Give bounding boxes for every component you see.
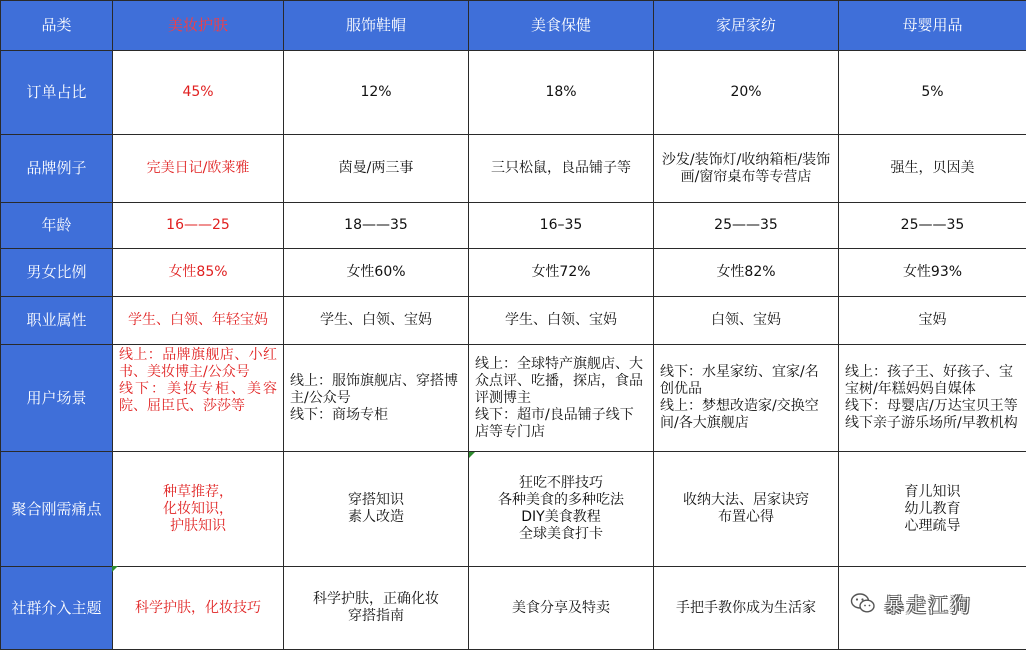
row-age [1,203,1026,249]
table-cell: 手把手教你成为生活家 [654,567,839,650]
header-home: 家居家纺 [654,1,839,51]
table-cell: 线上：全球特产旗舰店、大众点评、吃播，探店，食品评测博主 线下：超市/良品铺子线下店等专门店 [469,345,654,452]
table-cell: 宝妈 [839,297,1026,345]
table-cell: 学生、白领、宝妈 [284,297,469,345]
row-label: 年龄 [1,203,113,249]
wechat-icon [850,592,876,614]
comment-marker [469,452,475,458]
table-cell: 线下：水星家纺、宜家/名创优品 线上：梦想改造家/交换空间/各大旗舰店 [654,345,839,452]
table-cell: 16——25 [113,203,284,249]
row-label: 聚合刚需痛点 [1,452,113,567]
table-cell: 16–35 [469,203,654,249]
row-label: 男女比例 [1,249,113,297]
header-food: 美食保健 [469,1,654,51]
table-cell: 5% [839,51,1026,135]
table-cell: 线上：孩子王、好孩子、宝宝树/年糕妈妈自媒体 线下：母婴店/万达宝贝王等线下亲子游乐场所/早教机构 [839,345,1026,452]
table-cell: 种草推荐， 化妆知识， 护肤知识 [113,452,284,567]
table-cell: 25——35 [654,203,839,249]
table-cell: 线上：品牌旗舰店、小红书、美妆博主/公众号 线下：美妆专柜、美容院、屈臣氏、莎莎等 [113,345,284,452]
table-cell: 12% [284,51,469,135]
header-beauty: 美妆护肤 [113,1,284,51]
row-brand-examples [1,135,1026,203]
table-cell: 科学护肤，化妆技巧 [113,567,284,650]
row-label: 品牌例子 [1,135,113,203]
table-cell: 18% [469,51,654,135]
table-cell: 20% [654,51,839,135]
row-occupation [1,297,1026,345]
row-pain-points [1,452,1026,567]
table-cell: 收纳大法、居家诀窍 布置心得 [654,452,839,567]
row-label: 用户场景 [1,345,113,452]
table-cell: 白领、宝妈 [654,297,839,345]
table-cell: 女性93% [839,249,1026,297]
table-cell: 线上：服饰旗舰店、穿搭博主/公众号 线下：商场专柜 [284,345,469,452]
table-cell: 18——35 [284,203,469,249]
row-label: 订单占比 [1,51,113,135]
table-cell: 女性72% [469,249,654,297]
comment-marker [112,566,118,572]
row-label: 社群介入主题 [1,567,113,650]
header-row [1,1,1026,51]
table-cell: 完美日记/欧莱雅 [113,135,284,203]
table-cell: 育儿知识 幼儿教育 心理疏导 [839,452,1026,567]
table-cell: 美食分享及特卖 [469,567,654,650]
watermark-text: 暴走江狗 [884,589,972,618]
watermark [850,590,972,616]
table-cell: 茵曼/两三事 [284,135,469,203]
header-baby: 母婴用品 [839,1,1026,51]
table-cell: 狂吃不胖技巧 各种美食的多种吃法 DIY美食教程 全球美食打卡 [469,452,654,567]
table-cell: 科学护肤，正确化妆 穿搭指南 [284,567,469,650]
header-apparel: 服饰鞋帽 [284,1,469,51]
header-category: 品类 [1,1,113,51]
table-cell: 学生、白领、宝妈 [469,297,654,345]
table-cell: 女性85% [113,249,284,297]
table-cell: 25——35 [839,203,1026,249]
table-cell: 学生、白领、年轻宝妈 [113,297,284,345]
table-cell: 女性82% [654,249,839,297]
row-label: 职业属性 [1,297,113,345]
table-cell: 沙发/装饰灯/收纳箱柜/装饰画/窗帘桌布等专营店 [654,135,839,203]
table-cell: 强生，贝因美 [839,135,1026,203]
table-cell: 45% [113,51,284,135]
row-user-scenarios [1,345,1026,452]
table-cell: 三只松鼠，良品铺子等 [469,135,654,203]
row-order-share [1,51,1026,135]
table-cell: 女性60% [284,249,469,297]
table-cell: 穿搭知识 素人改造 [284,452,469,567]
row-gender-ratio [1,249,1026,297]
